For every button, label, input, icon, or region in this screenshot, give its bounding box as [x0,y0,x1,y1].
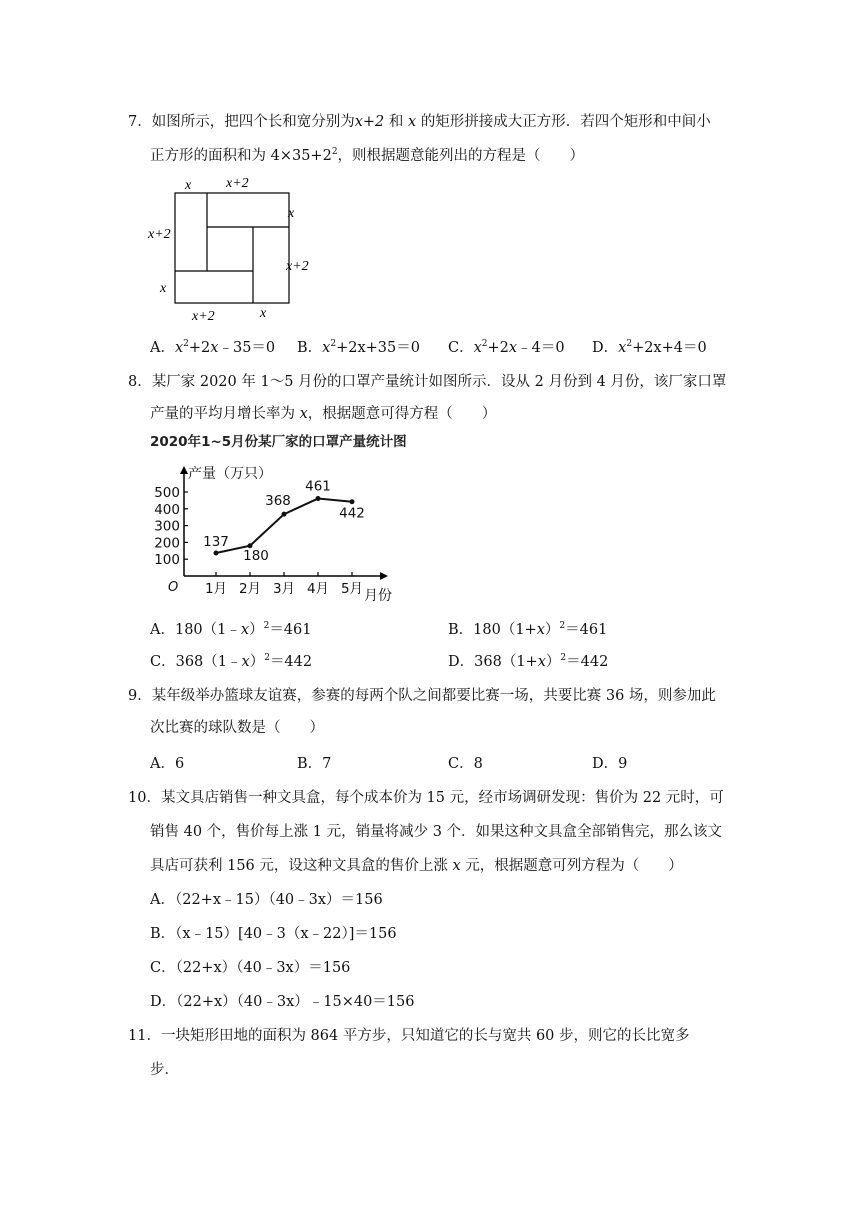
x-axis-label: 月份 [364,588,392,604]
y-tick-label: 100 [154,552,180,569]
label-top-right: x+2 [226,176,249,191]
q11-line2: 步． [150,1062,179,1078]
x-tick-label: 2月 [238,581,262,597]
q9-line2: 次比赛的球队数是（ ） [150,720,324,736]
x-tick-label: 4月 [306,581,330,597]
q9-line1: 9．某年级举办篮球友谊赛，参赛的每两个队之间都要比赛一场，共要比赛 36 场，则参加此 [128,688,716,704]
q10-option-c[interactable]: C．（22+x）（40﹣3x）＝156 [150,960,351,976]
x-tick-label: 3月 [272,581,296,597]
label-left-top: x+2 [148,227,171,242]
label-bottom-left: x+2 [192,309,215,324]
label-right-top: x [288,206,295,221]
q10-line1: 10．某文具店销售一种文具盒，每个成本价为 15 元，经市场调研发现：售价为 22 元时，可 [128,790,724,806]
q8-option-d[interactable]: D．$368(1+x)^2=442$ [448,653,609,670]
x-tick-label: 5月 [340,581,364,597]
data-point [282,512,287,517]
q10-option-b[interactable]: B．（x﹣15）[40﹣3（x﹣22）]＝156 [150,926,397,942]
q8-line-chart [146,428,436,608]
q7-line1: 7．如图所示，把四个长和宽分别为x+2 和 x 的矩形拼接成大正方形．若四个矩形和中间小 [128,114,711,130]
data-point [350,499,355,504]
data-label: 137 [203,533,229,550]
q9-option-a[interactable]: A．6 [150,756,185,772]
q11-line1: 11．一块矩形田地的面积为 864 平方步，只知道它的长与宽共 60 步，则它的长比宽多 [128,1028,690,1044]
outer-square [175,193,289,303]
q7-line2: 正方形的面积和为 $4\times 35+2^2$，则根据题意能列出的方程是（ ） [150,147,585,164]
y-axis-arrow [180,466,188,474]
q8-option-a[interactable]: A．180（1﹣x）$^2$＝461 [150,621,312,638]
y-tick-label: 400 [154,501,180,518]
q7-option-d[interactable]: D．$x^2+2x+4=0$ [592,339,707,356]
q8-option-b[interactable]: B．$180(1+x)^2=461$ [448,621,608,638]
chart-title: 2020年1~5月份某厂家的口罩产量统计图 [150,434,407,450]
y-tick-label: 200 [154,535,180,552]
label-top-left: x [185,178,192,193]
q7-option-c[interactable]: C．$x^2+2x﹣4=0$ [448,339,565,356]
data-point [316,496,321,501]
y-tick-label: 500 [154,485,180,501]
x-axis-arrow [380,572,388,580]
q10-option-d[interactable]: D．（22+x）（40﹣3x）﹣15×40＝156 [150,994,415,1010]
y-axis-label: 产量（万只） [188,466,272,482]
data-label: 461 [305,478,331,495]
q9-option-b[interactable]: B．7 [297,756,332,772]
x-tick-label: 1月 [204,581,228,597]
data-label: 442 [339,505,365,522]
label-right-mid: x+2 [286,259,309,274]
label-left-bottom: x [160,281,167,296]
y-tick-label: 300 [154,518,180,535]
q8-line1: 8．某厂家 2020 年 1～5 月份的口罩产量统计如图所示．设从 2 月份到 4 月份，该厂家口罩 [128,374,727,390]
data-label: 180 [243,547,269,564]
q8-option-c[interactable]: C．368（1﹣x）$^2$＝442 [150,653,313,670]
label-bottom-right: x [260,306,267,321]
q8-line2: 产量的平均月增长率为 x，根据题意可得方程（ ） [150,406,497,422]
q10-line2: 销售 40 个，售价每上涨 1 元，销量将减少 3 个．如果这种文具盒全部销售完，那么该文 [150,824,723,840]
q7-option-b[interactable]: B．$x^2+2x+35=0$ [297,339,420,356]
q7-option-a[interactable]: A．$x^2+2x﹣35=0$ [150,339,276,356]
q10-option-a[interactable]: A．（22+x﹣15）（40﹣3x）＝156 [150,892,383,908]
q10-line3: 具店可获利 156 元，设这种文具盒的售价上涨 x 元，根据题意可列方程为（ ） [150,858,683,874]
origin-label: O [168,580,179,595]
q9-option-c[interactable]: C．8 [448,756,483,772]
data-point [214,550,219,555]
q9-option-d[interactable]: D．9 [592,756,628,772]
data-label: 368 [265,493,291,510]
q7-figure [140,170,330,330]
